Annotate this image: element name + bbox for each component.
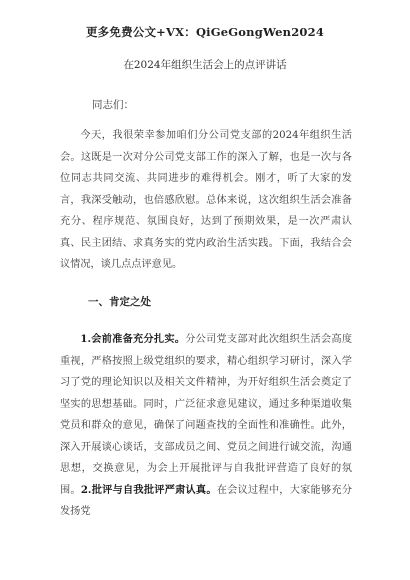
opening-paragraph: 今天，我很荣幸参加咱们分公司党支部的2024年组织生活会。这既是一次对分公司党支部工作的深入了解，也是一次与各位同志共同交流、共同进步的难得机会。刚才，听了大家的发言，我深受触动，也倍感欣慰。总体来说，这次组织生活会准备充分、程序规范、氛围良好，达到了预期效果，是一次严肃认真、民主团结、求真务实的党内政治生活实践。下面，我结合会议情况，谈几点点评意见。 [60, 130, 352, 270]
salutation: 同志们： [92, 99, 134, 111]
document-title: 在2024年组织生活会上的点评讲话 [123, 59, 287, 71]
promo-header: 更多免费公文+VX：QiGeGongWen2024 [85, 25, 325, 39]
section-heading: 一、肯定之处 [88, 296, 151, 308]
point2-title: 2.批评与自我批评严肃认真。 [80, 483, 217, 496]
point1-title: 1.会前准备充分扎实。 [80, 333, 186, 345]
affirmation-paragraph [60, 329, 352, 523]
point1-body: 分公司党支部对此次组织生活会高度重视，严格按照上级党组织的要求，精心组织学习研讨，深入学习了党的理论知识以及相关文件精神，为开好组织生活会奠定了坚实的思想基础。同时，广泛征求意见建议，通过多种渠道收集党员和群众的意见，确保了问题查找的全面性和准确性。此外，深入开展谈心谈话，支部成员之间、党员之间进行诚交流，沟通思想，交换意见，为会上开展批评与自我批评营造了良好的氛围。 [60, 334, 353, 496]
point2-body: 在会议过程中，大家能够充分发扬党 [60, 484, 353, 517]
